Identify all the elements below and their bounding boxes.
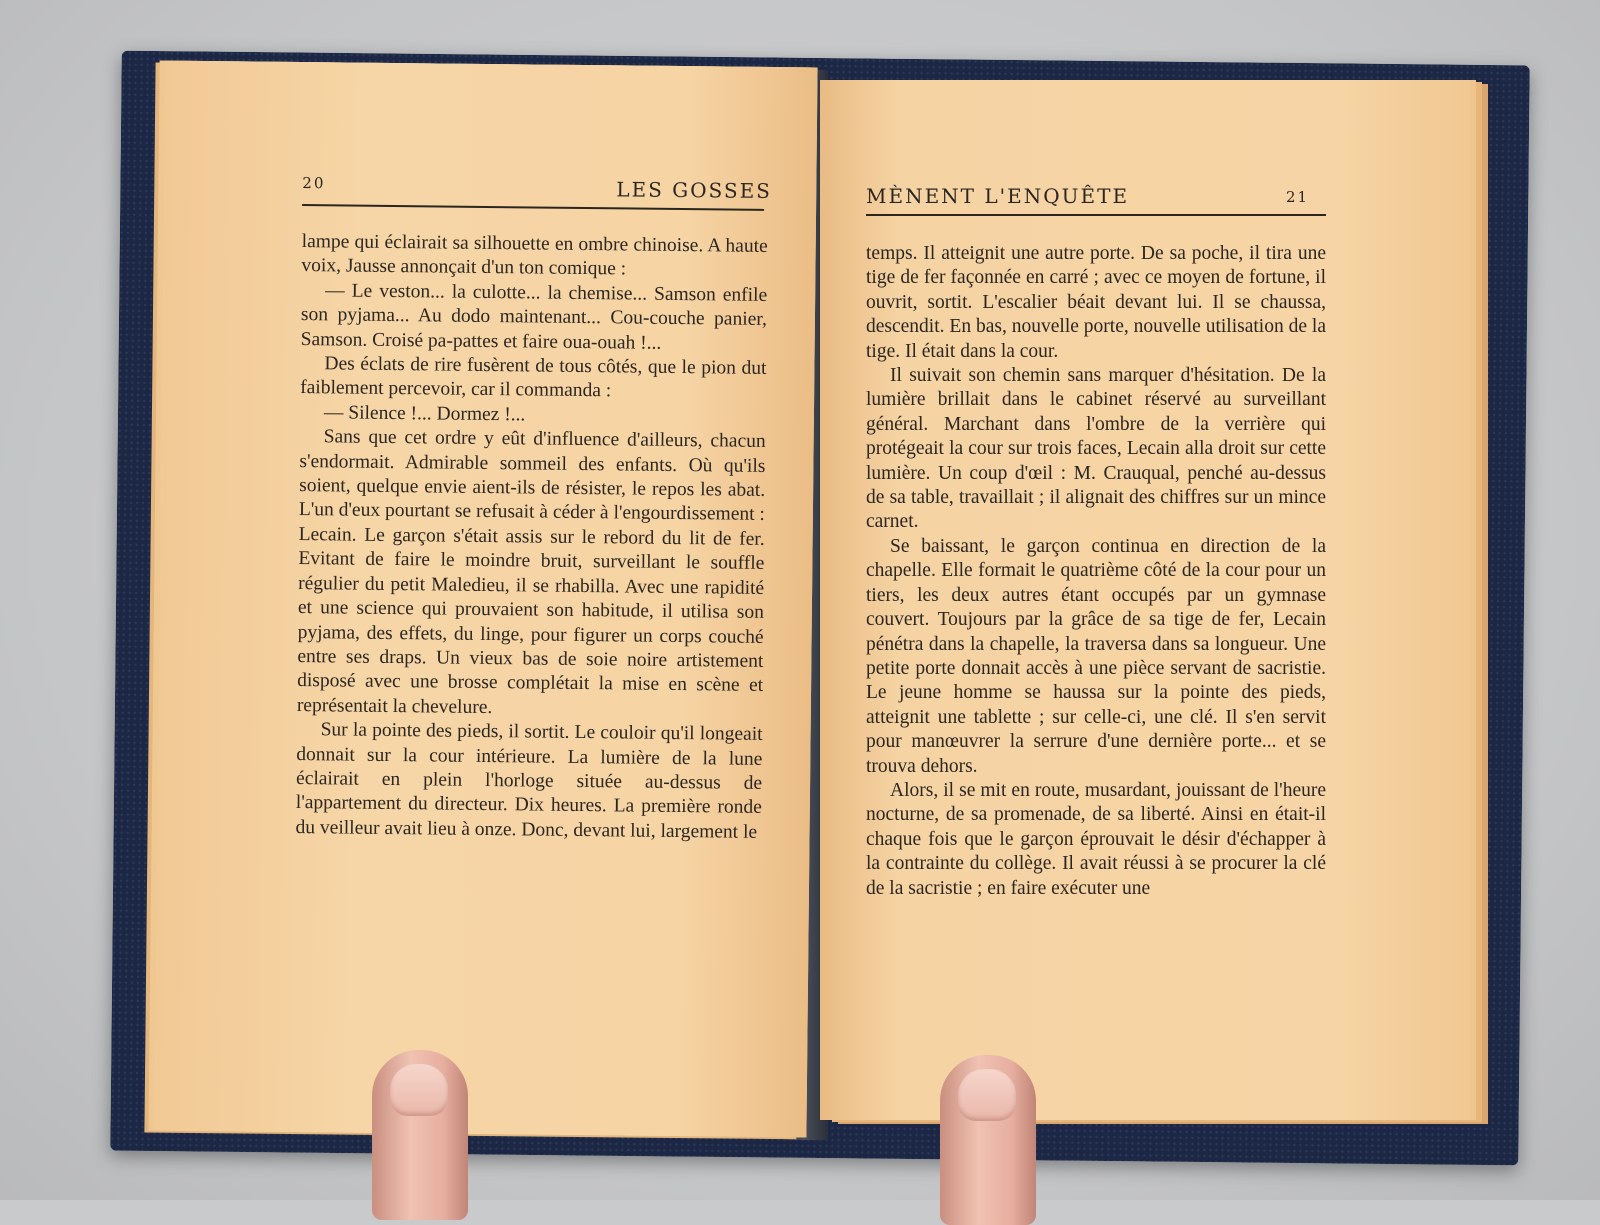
left-running-head: LES GOSSES — [616, 177, 773, 203]
left-header-rule — [302, 204, 764, 211]
right-page-paragraph: Alors, il se mit en route, musardant, jouissant de l'heure nocturne, de sa promenade, de sa liberté. Ainsi en était-il chaque fois que le garçon éprouvait le désir d'échapper à la contrainte du collège. Il avait réussi à se procurer la clé de la sacristie ; en faire exécuter une — [866, 779, 1326, 899]
left-thumbnail — [390, 1064, 448, 1116]
right-running-head: MÈNENT L'ENQUÊTE — [866, 184, 1130, 208]
left-thumb — [372, 1050, 468, 1220]
right-page-text — [866, 242, 1326, 901]
right-page-paragraph: temps. Il atteignit une autre porte. De sa poche, il tira une tige de fer façonnée en carré ; avec ce moyen de fortune, il ouvrit, sortit. L'escalier béait devant lui. Il se chaussa, descendit. En bas, nouvelle porte, nouvelle utilisation de la tige. Il était dans la cour. — [866, 243, 1326, 362]
right-page — [820, 80, 1470, 1120]
left-page-paragraph: Sur la pointe des pieds, il sortit. Le couloir qu'il longeait donnait sur la cour intérieure. La lumière de la lune éclairait en plein l'horloge située au-dessus de l'appartement du directeur. Dix heures. La première ronde du veilleur avait lieu à onze. Donc, devant lui, largement le — [295, 719, 763, 843]
left-page-paragraph: Des éclats de rire fusèrent de tous côtés, que le pion dut faiblement percevoir, car il commanda : — [300, 353, 767, 402]
right-header-rule — [866, 214, 1326, 216]
left-page-text — [295, 230, 767, 845]
right-page-paragraph: Il suivait son chemin sans marquer d'hésitation. De la lumière brillait dans le cabinet réservé au surveillant général. Marchant dans l'ombre de la verrière qui protégeait la cour sur trois faces, Lecain alla droit sur cette lumière. Un coup d'œil : M. Crauqual, penché au-dessus de sa table, travaillait ; il alignait des chiffres sur un mince carnet. — [866, 365, 1326, 533]
left-page-number: 20 — [302, 174, 326, 193]
right-page-paragraph: Se baissant, le garçon continua en direction de la chapelle. Elle formait le quatrième côté de la cour pour un tiers, les deux autres étant occupés par un gymnase couvert. Toujours par la grâce de sa tige de fer, Lecain pénétra dans la chapelle, la traversa dans sa longueur. Une petite porte donnait accès à une pièce servant de sacristie. Le jeune homme se haussa sur la pointe des pieds, atteignit une tablette ; sur celle-ci, une clé. Il s'en servit pour manœuvrer la serrure d'une dernière porte... et se trouva dehors. — [866, 535, 1326, 777]
left-page-paragraph: — Le veston... la culotte... la chemise... Samson enfile son pyjama... Au dodo maintenant... Cou-couche panier, Samson. Croisé pa-pattes et faire oua-ouah !... — [300, 280, 768, 354]
left-page-paragraph: — Silence !... Dormez !... — [323, 402, 526, 426]
right-page-number: 21 — [1286, 188, 1310, 206]
left-page-paragraph: lampe qui éclairait sa silhouette en ombre chinoise. A haute voix, Jausse annonçait d'un ton comique : — [301, 231, 768, 280]
left-page-paragraph: Sans que cet ordre y eût d'influence d'ailleurs, chacun s'endormait. Admirable sommeil des enfants. Où qu'ils soient, quelque envie aient-ils de résister, le repos les abat. L'un d'eux pourtant se refusait à céder à l'engourdissement : Lecain. Le garçon s'était assis sur le rebord du lit de fer. Evitant de faire le moindre bruit, surveillant le souffle régulier du petit Maledieu, il se rhabilla. Avec une rapidité et une science qui prouvaient son habitude, il utilisa son pyjama, des effets, du linge, pour figurer un corps couché entre ses draps. Un vieux bas de soie noire artistement disposé avec une brosse complétait la mise en scène et représentait la chevelure. — [296, 426, 766, 718]
right-thumbnail — [958, 1069, 1016, 1121]
left-page — [154, 61, 817, 1138]
